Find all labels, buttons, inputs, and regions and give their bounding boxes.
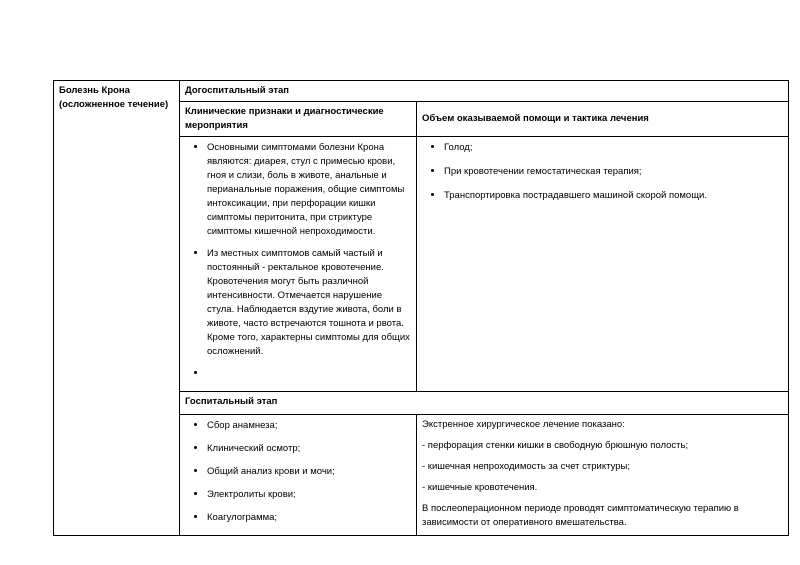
help-cell: [417, 137, 789, 392]
treatment-line: В послеоперационном периоде проводят симптоматическую терапию в зависимости от оперативного вмешательства.: [422, 503, 739, 528]
signs-list: [185, 140, 411, 381]
list-item: • Общий анализ крови и мочи;: [207, 464, 411, 479]
help-header: Объем оказываемой помощи и тактика лечения: [417, 102, 789, 137]
prehospital-title: Догоспитальный этап: [180, 81, 789, 102]
treatment-line: Экстренное хирургическое лечение показано:: [422, 419, 625, 430]
treatment-line: - перфорация стенки кишки в свободную брюшную полость;: [422, 440, 689, 451]
list-item: • При кровотечении гемостатическая терапия;: [444, 164, 783, 179]
disease-subtitle: (осложненное течение): [59, 99, 169, 110]
list-item: • Голод;: [444, 140, 783, 155]
treatment-cell: [417, 415, 789, 536]
signs-header: Клинические признаки и диагностические мероприятия: [180, 102, 417, 137]
signs-cell: [180, 137, 417, 392]
list-item: • Транспортировка пострадавшего машиной скорой помощи.: [444, 188, 783, 203]
treatment-table: [53, 80, 789, 536]
hospital-title: Госпитальный этап: [180, 392, 789, 415]
disease-cell: [54, 81, 180, 536]
list-item: • Электролиты крови;: [207, 487, 411, 502]
list-item: [207, 366, 411, 381]
treatment-line: - кишечные кровотечения.: [422, 482, 538, 493]
help-list: [422, 140, 783, 203]
list-item: • Сбор анамнеза;: [207, 418, 411, 433]
disease-name: Болезнь Крона: [59, 85, 130, 96]
list-item: • Из местных симптомов самый частый и постоянный - ректальное кровотечение. Кровотечения могут быть различной интенсивности. Отмечается нарушение стула. Наблюдается вздутие живота, боли в животе, часто встречаются тошнота и рвота. Кроме того, характерны симптомы для общих осложнений.: [207, 246, 411, 359]
diagnostics-cell: [180, 415, 417, 536]
treatment-line: - кишечная непроходимость за счет стриктуры;: [422, 461, 630, 472]
diagnostics-list: [185, 418, 411, 525]
list-item: • Клинический осмотр;: [207, 441, 411, 456]
list-item: • Коагулограмма;: [207, 510, 411, 525]
list-item: • Основными симптомами болезни Крона являются: диарея, стул с примесью крови, гноя и слизи, боль в животе, анальные и перианальные поражения, общие симптомы интоксикации, при перфорации кишки симптомы перитонита, при стриктуре симптомы кишечной непроходимости.: [207, 140, 411, 239]
